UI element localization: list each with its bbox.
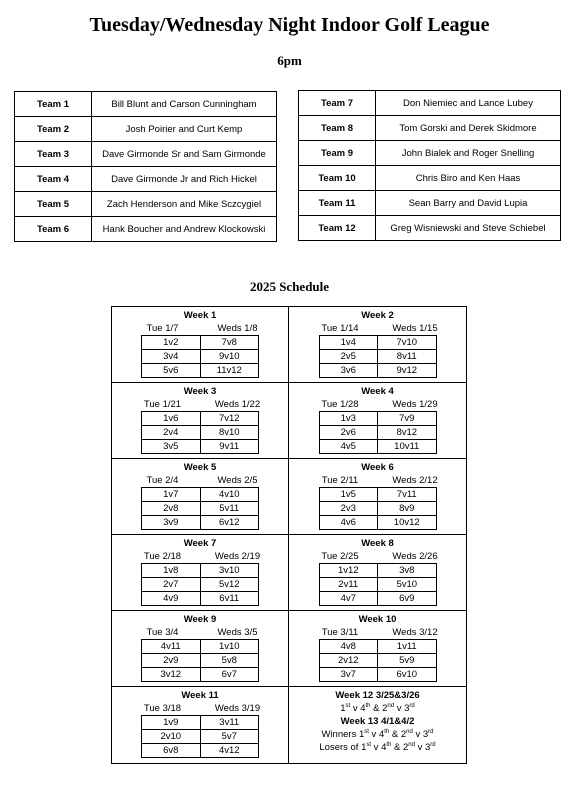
wednesday-date: Weds 1/15 (392, 323, 438, 334)
tuesday-date: Tue 1/14 (321, 323, 359, 334)
tuesday-matchup: 1v9 (142, 716, 201, 730)
team-name: Team 5 (15, 192, 92, 217)
tuesday-date: Tue 1/21 (143, 399, 182, 410)
wednesday-matchup: 8v10 (200, 426, 259, 440)
team-row (15, 192, 277, 217)
team-row (15, 142, 277, 167)
tuesday-matchup: 4v5 (319, 440, 378, 454)
tuesday-matchup: 1v2 (142, 336, 201, 350)
wednesday-matchup: 8v12 (378, 426, 437, 440)
week-label: Week 5 (183, 462, 217, 473)
wednesday-date: Weds 1/8 (217, 323, 258, 334)
tuesday-matchup: 6v8 (142, 744, 201, 758)
wednesday-matchup: 6v12 (200, 516, 259, 530)
team-players: Chris Biro and Ken Haas (376, 166, 561, 191)
team-row (299, 91, 561, 116)
matchup-row (142, 336, 259, 350)
matchups-table (319, 639, 437, 682)
tuesday-matchup: 2v12 (319, 654, 378, 668)
wednesday-matchup: 9v10 (200, 350, 259, 364)
matchups-table (319, 411, 437, 454)
tuesday-matchup: 1v6 (142, 412, 201, 426)
tuesday-matchup: 2v5 (319, 350, 378, 364)
team-players: Bill Blunt and Carson Cunningham (92, 92, 277, 117)
week-dates (125, 474, 275, 487)
week-dates (125, 322, 275, 335)
wednesday-matchup: 4v12 (200, 744, 259, 758)
matchup-row (319, 336, 436, 350)
schedule-grid (111, 306, 467, 764)
week-dates (125, 626, 275, 639)
tuesday-date: Tue 3/11 (321, 627, 359, 638)
team-name: Team 8 (299, 116, 376, 141)
week-label: Week 7 (183, 538, 217, 549)
team-players: Josh Poirier and Curt Kemp (92, 117, 277, 142)
week-label: Week 10 (358, 614, 397, 625)
team-row (299, 116, 561, 141)
tuesday-matchup: 3v7 (319, 668, 378, 682)
wednesday-matchup: 5v7 (200, 730, 259, 744)
team-players: Dave Girmonde Jr and Rich Hickel (92, 167, 277, 192)
week12-label: Week 12 3/25&3/26 (335, 690, 420, 701)
wednesday-matchup: 5v12 (200, 578, 259, 592)
tuesday-matchup: 3v5 (142, 440, 201, 454)
tuesday-matchup: 3v12 (142, 668, 201, 682)
week13-losers: Losers of 1st v 4th & 2nd v 3rd (319, 741, 436, 753)
wednesday-date: Weds 1/29 (392, 399, 438, 410)
tuesday-matchup: 5v6 (142, 364, 201, 378)
tuesday-matchup: 2v10 (142, 730, 201, 744)
wednesday-date: Weds 3/12 (392, 627, 438, 638)
week-cell (289, 459, 466, 535)
matchups-table (319, 563, 437, 606)
wednesday-matchup: 7v10 (378, 336, 437, 350)
week-dates (125, 398, 275, 411)
matchup-row (319, 668, 436, 682)
tuesday-matchup: 1v3 (319, 412, 378, 426)
team-row (299, 191, 561, 216)
matchup-row (142, 350, 259, 364)
wednesday-matchup: 7v11 (378, 488, 437, 502)
team-players: Hank Boucher and Andrew Klockowski (92, 217, 277, 242)
wednesday-matchup: 10v12 (378, 516, 437, 530)
wednesday-date: Weds 3/5 (217, 627, 258, 638)
wednesday-matchup: 8v11 (378, 350, 437, 364)
week-label: Week 1 (183, 310, 217, 321)
week13-label: Week 13 4/1&4/2 (340, 716, 415, 727)
matchup-row (142, 564, 259, 578)
wednesday-matchup: 11v12 (200, 364, 259, 378)
week-label: Week 11 (181, 690, 219, 701)
wednesday-matchup: 10v11 (378, 440, 437, 454)
matchup-row (319, 640, 436, 654)
tuesday-matchup: 2v6 (319, 426, 378, 440)
matchup-row (142, 654, 259, 668)
tuesday-date: Tue 2/4 (146, 475, 179, 486)
wednesday-matchup: 1v11 (378, 640, 437, 654)
team-row (299, 141, 561, 166)
matchups-table (141, 563, 259, 606)
tuesday-matchup: 2v8 (142, 502, 201, 516)
team-name: Team 12 (299, 216, 376, 241)
matchups-table (319, 487, 437, 530)
wednesday-date: Weds 2/5 (217, 475, 258, 486)
tuesday-matchup: 4v7 (319, 592, 378, 606)
wednesday-date: Weds 2/26 (392, 551, 438, 562)
matchup-row (319, 592, 436, 606)
week13-winners: Winners 1st v 4th & 2nd v 3rd (321, 728, 434, 740)
tuesday-matchup: 3v9 (142, 516, 201, 530)
team-name: Team 10 (299, 166, 376, 191)
tuesday-date: Tue 2/25 (321, 551, 359, 562)
week-cell (289, 307, 466, 383)
tuesday-date: Tue 2/11 (321, 475, 359, 486)
week-cell (289, 611, 466, 687)
matchup-row (319, 488, 436, 502)
wednesday-matchup: 4v10 (200, 488, 259, 502)
team-name: Team 1 (15, 92, 92, 117)
tuesday-matchup: 2v7 (142, 578, 201, 592)
week-label: Week 8 (361, 538, 394, 549)
team-row (15, 167, 277, 192)
matchup-row (142, 592, 259, 606)
matchups-table (141, 639, 259, 682)
wednesday-date: Weds 3/19 (214, 703, 261, 714)
matchup-row (142, 578, 259, 592)
tuesday-matchup: 2v11 (319, 578, 378, 592)
wednesday-date: Weds 2/12 (392, 475, 438, 486)
matchup-row (142, 440, 259, 454)
week12-matchups: 1st v 4th & 2nd v 3rd (340, 702, 415, 714)
matchup-row (142, 716, 259, 730)
week-label: Week 2 (361, 310, 394, 321)
matchup-row (319, 440, 436, 454)
wednesday-matchup: 5v10 (378, 578, 437, 592)
team-name: Team 6 (15, 217, 92, 242)
team-row (15, 92, 277, 117)
week-dates (303, 626, 453, 639)
teams-table-right (298, 90, 561, 241)
team-players: John Bialek and Roger Snelling (376, 141, 561, 166)
week-cell (289, 535, 466, 611)
team-name: Team 3 (15, 142, 92, 167)
wednesday-matchup: 3v10 (200, 564, 259, 578)
tuesday-date: Tue 2/18 (143, 551, 182, 562)
tuesday-matchup: 4v9 (142, 592, 201, 606)
teams-table-left (14, 91, 277, 242)
matchups-table (141, 335, 259, 378)
matchup-row (142, 668, 259, 682)
team-name: Team 11 (299, 191, 376, 216)
matchup-row (142, 426, 259, 440)
schedule-title: 2025 Schedule (249, 279, 330, 294)
page-title: Tuesday/Wednesday Night Indoor Golf League (89, 14, 490, 36)
wednesday-matchup: 5v9 (378, 654, 437, 668)
wednesday-matchup: 1v10 (200, 640, 259, 654)
team-players: Greg Wisniewski and Steve Schiebel (376, 216, 561, 241)
tuesday-date: Tue 3/18 (143, 703, 182, 714)
tuesday-date: Tue 3/4 (146, 627, 179, 638)
week-cell (112, 535, 289, 611)
matchup-row (142, 488, 259, 502)
matchup-row (142, 516, 259, 530)
team-players: Sean Barry and David Lupia (376, 191, 561, 216)
tuesday-matchup: 1v5 (319, 488, 378, 502)
wednesday-matchup: 9v11 (200, 440, 259, 454)
wednesday-date: Weds 1/22 (214, 399, 261, 410)
matchup-row (142, 640, 259, 654)
week-cell (112, 307, 289, 383)
wednesday-matchup: 7v8 (200, 336, 259, 350)
tuesday-matchup: 2v4 (142, 426, 201, 440)
week-dates (125, 702, 275, 715)
tuesday-matchup: 1v8 (142, 564, 201, 578)
wednesday-matchup: 6v10 (378, 668, 437, 682)
team-players: Tom Gorski and Derek Skidmore (376, 116, 561, 141)
wednesday-date: Weds 2/19 (214, 551, 261, 562)
matchups-table (319, 335, 437, 378)
team-row (15, 217, 277, 242)
matchup-row (142, 744, 259, 758)
tuesday-matchup: 3v6 (319, 364, 378, 378)
tuesday-matchup: 2v3 (319, 502, 378, 516)
matchup-row (319, 350, 436, 364)
matchups-table (141, 411, 259, 454)
team-players: Zach Henderson and Mike Sczcygiel (92, 192, 277, 217)
tuesday-matchup: 2v9 (142, 654, 201, 668)
wednesday-matchup: 7v9 (378, 412, 437, 426)
matchup-row (319, 502, 436, 516)
wednesday-matchup: 5v11 (200, 502, 259, 516)
week-cell (112, 687, 289, 763)
tuesday-matchup: 1v4 (319, 336, 378, 350)
matchups-table (141, 715, 259, 758)
matchup-row (319, 412, 436, 426)
wednesday-matchup: 6v9 (378, 592, 437, 606)
week-label: Week 4 (361, 386, 394, 397)
tuesday-matchup: 4v6 (319, 516, 378, 530)
matchup-row (319, 516, 436, 530)
tuesday-date: Tue 1/7 (146, 323, 179, 334)
tuesday-date: Tue 1/28 (321, 399, 359, 410)
wednesday-matchup: 3v8 (378, 564, 437, 578)
wednesday-matchup: 6v7 (200, 668, 259, 682)
matchups-table (141, 487, 259, 530)
playoffs-cell (289, 687, 466, 763)
team-row (299, 216, 561, 241)
matchup-row (142, 502, 259, 516)
wednesday-matchup: 5v8 (200, 654, 259, 668)
matchup-row (319, 564, 436, 578)
week-cell (112, 383, 289, 459)
tuesday-matchup: 1v7 (142, 488, 201, 502)
matchup-row (142, 364, 259, 378)
week-dates (303, 322, 453, 335)
week-label: Week 3 (183, 386, 217, 397)
team-name: Team 2 (15, 117, 92, 142)
league-time: 6pm (277, 53, 302, 68)
team-players: Don Niemiec and Lance Lubey (376, 91, 561, 116)
tuesday-matchup: 3v4 (142, 350, 201, 364)
team-players: Dave Girmonde Sr and Sam Girmonde (92, 142, 277, 167)
week-dates (303, 550, 453, 563)
wednesday-matchup: 7v12 (200, 412, 259, 426)
week-cell (112, 459, 289, 535)
tuesday-matchup: 4v11 (142, 640, 201, 654)
team-name: Team 9 (299, 141, 376, 166)
team-name: Team 4 (15, 167, 92, 192)
tuesday-matchup: 1v12 (319, 564, 378, 578)
team-row (15, 117, 277, 142)
week-cell (112, 611, 289, 687)
wednesday-matchup: 3v11 (200, 716, 259, 730)
matchup-row (319, 578, 436, 592)
wednesday-matchup: 8v9 (378, 502, 437, 516)
matchup-row (142, 412, 259, 426)
week-dates (303, 474, 453, 487)
matchup-row (319, 654, 436, 668)
week-dates (303, 398, 453, 411)
matchup-row (319, 364, 436, 378)
week-label: Week 6 (361, 462, 394, 473)
team-row (299, 166, 561, 191)
team-name: Team 7 (299, 91, 376, 116)
week-dates (125, 550, 275, 563)
wednesday-matchup: 6v11 (200, 592, 259, 606)
wednesday-matchup: 9v12 (378, 364, 437, 378)
week-cell (289, 383, 466, 459)
week-label: Week 9 (183, 614, 217, 625)
tuesday-matchup: 4v8 (319, 640, 378, 654)
matchup-row (142, 730, 259, 744)
matchup-row (319, 426, 436, 440)
